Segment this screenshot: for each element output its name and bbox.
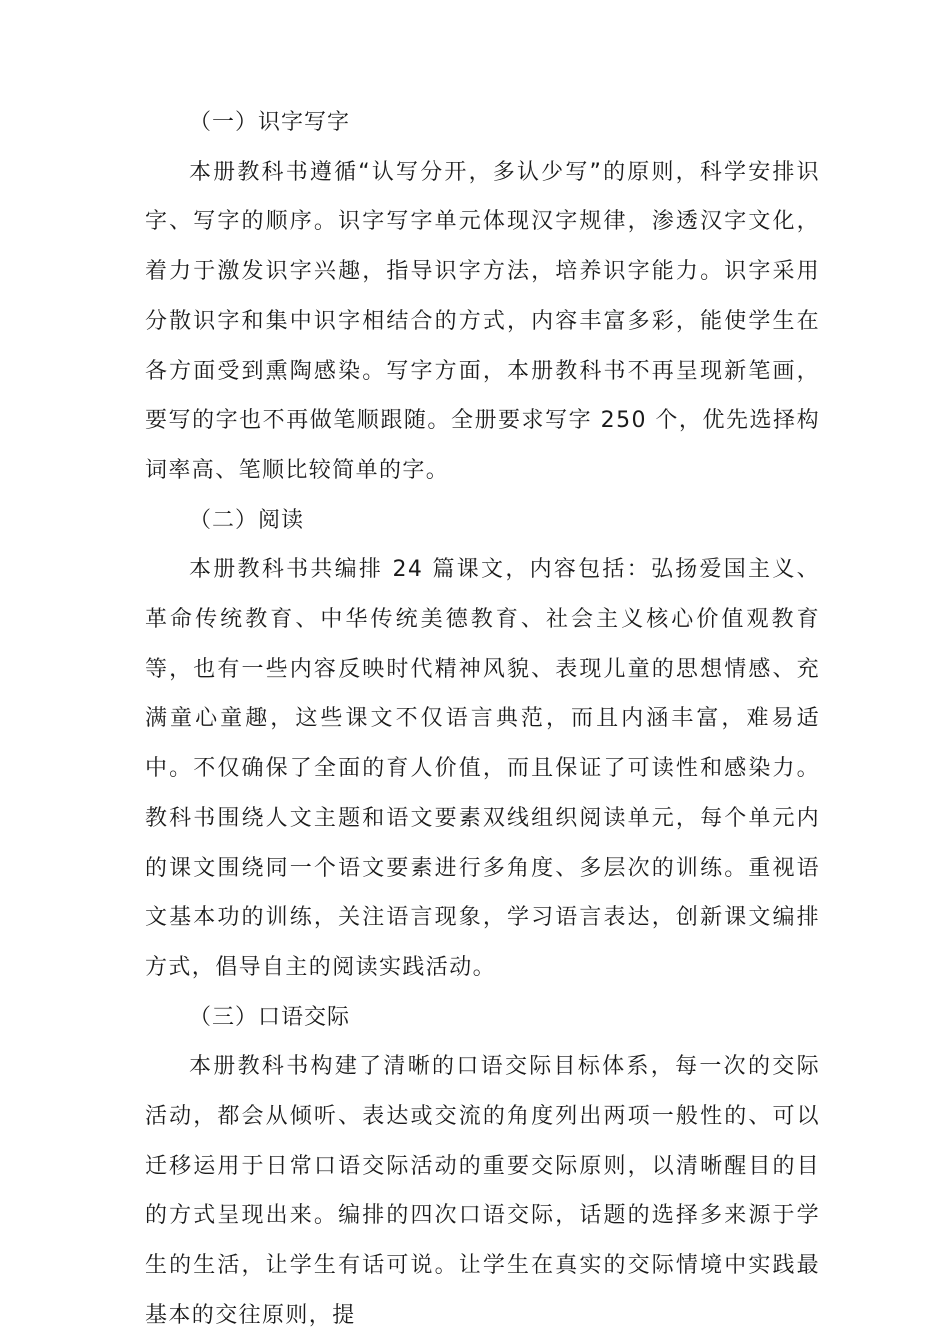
section-heading-oral-communication: （三）口语交际 <box>189 1004 351 1030</box>
section-paragraph-reading: 本册教科书共编排 24 篇课文，内容包括：弘扬爱国主义、革命传统教育、中华传统美德教育、社会主义核心价值观教育等，也有一些内容反映时代精神风貌、表现儿童的思想情感、充满童心童趣，这些课文不仅语言典范，而且内涵丰富，难易适中。不仅确保了全面的育人价值，而且保证了可读性和感染力。教科书围绕人文主题和语文要素双线组织阅读单元，每个单元内的课文围绕同一个语文要素进行多角度、多层次的训练。重视语文基本功的训练，关注语言现象，学习语言表达，创新课文编排方式，倡导自主的阅读实践活动。 <box>145 557 820 980</box>
body-text <box>145 98 820 1341</box>
section-paragraph-literacy: 本册教科书遵循“认写分开，多认少写”的原则，科学安排识字、写字的顺序。识字写字单元体现汉字规律，渗透汉字文化，着力于激发识字兴趣，指导识字方法，培养识字能力。识字采用分散识字和集中识字相结合的方式，内容丰富多彩，能使学生在各方面受到熏陶感染。写字方面，本册教科书不再呈现新笔画，要写的字也不再做笔顺跟随。全册要求写字 250 个，优先选择构词率高、笔顺比较简单的字。 <box>145 159 820 483</box>
section-paragraph-oral-communication: 本册教科书构建了清晰的口语交际目标体系，每一次的交际活动，都会从倾听、表达或交流的角度列出两项一般性的、可以迁移运用于日常口语交际活动的重要交际原则，以清晰醒目的目的方式呈现出来。编排的四次口语交际，话题的选择多来源于学生的生活，让学生有话可说。让学生在真实的交际情境中实践最基本的交往原则，提 <box>145 1054 820 1328</box>
section-heading-literacy: （一）识字写字 <box>189 110 351 135</box>
section-heading-reading: （二）阅读 <box>189 507 305 533</box>
